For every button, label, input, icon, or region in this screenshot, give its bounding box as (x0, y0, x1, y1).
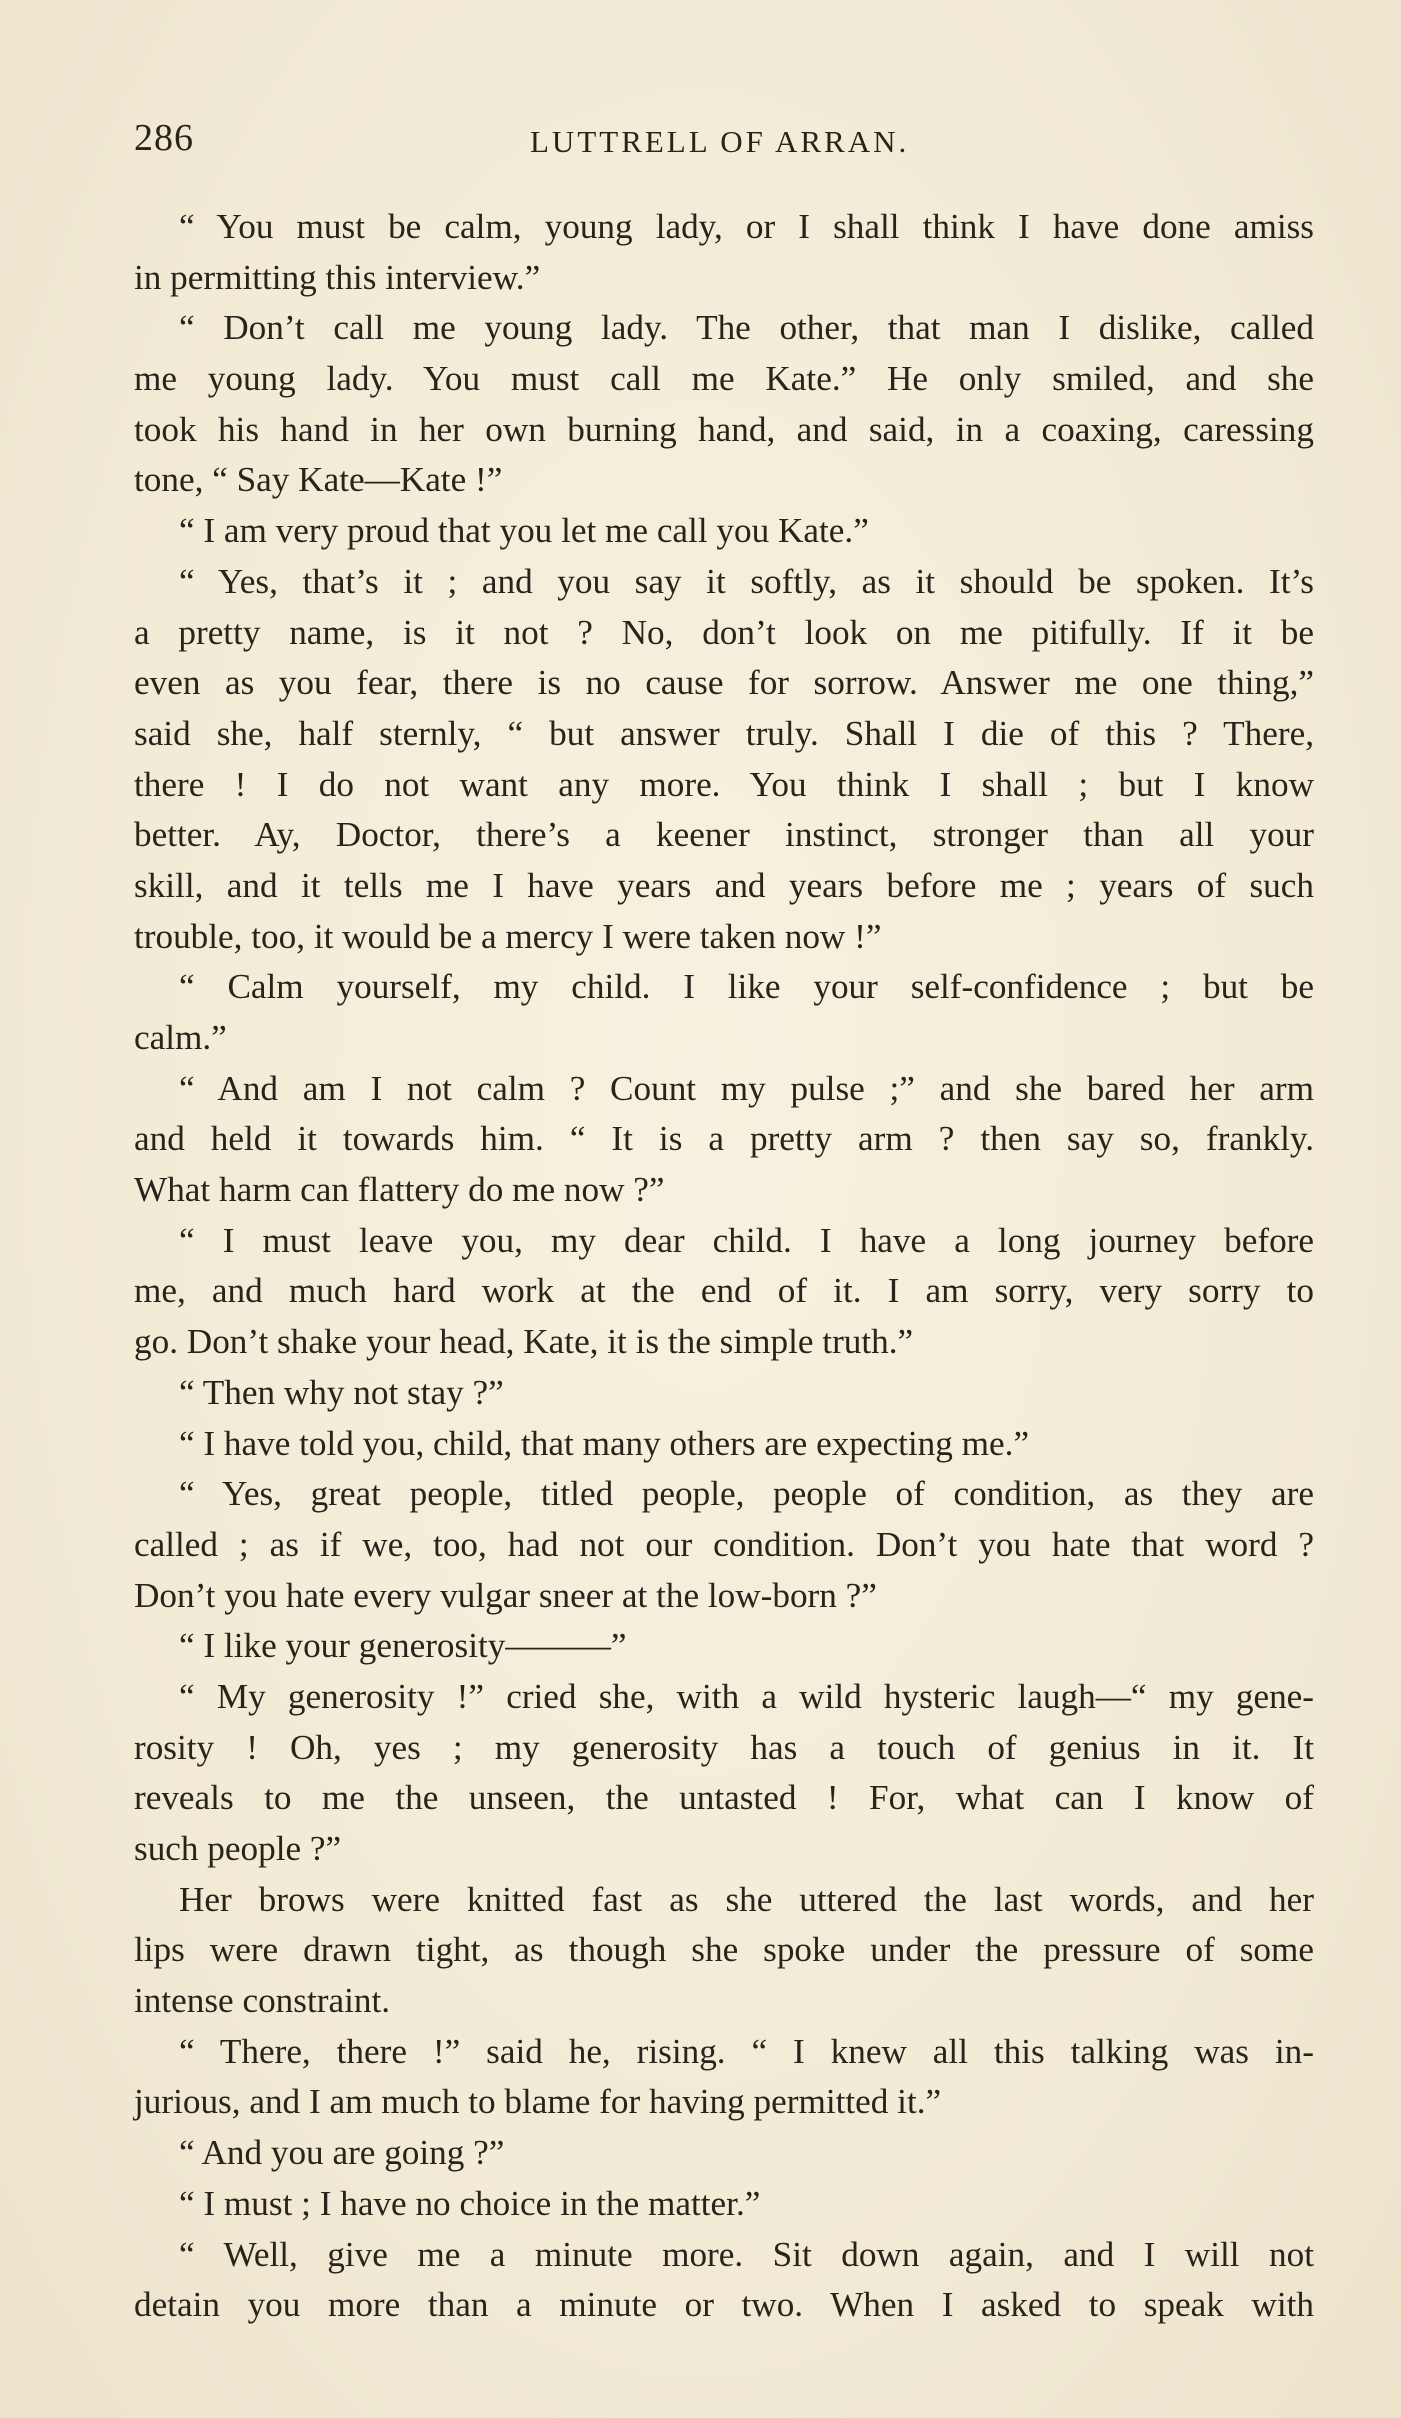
text-line: skill, and it tells me I have years and years before me ; years of such (134, 865, 1314, 905)
text-line: “ Yes, that’s it ; and you say it softly, as it should be spoken. It’s (179, 561, 1314, 601)
running-title: LUTTRELL OF ARRAN. (530, 124, 910, 159)
text-line: Her brows were knitted fast as she uttered the last words, and her (179, 1879, 1314, 1919)
body-text (134, 202, 1314, 2331)
text-line: trouble, too, it would be a mercy I were taken now !” (134, 916, 882, 956)
text-line: “ And am I not calm ? Count my pulse ;” and she bared her arm (179, 1068, 1314, 1108)
text-line: reveals to me the unseen, the untasted ! For, what can I know of (134, 1778, 1314, 1818)
text-line: “ My generosity !” cried she, with a wild hysteric laugh—“ my gene- (179, 1676, 1314, 1716)
text-line: jurious, and I am much to blame for having permitted it.” (134, 2082, 942, 2122)
text-line: calm.” (134, 1018, 227, 1057)
text-line: in permitting this interview.” (134, 257, 541, 297)
text-line: What harm can flattery do me now ?” (134, 1170, 665, 1210)
text-line: me young lady. You must call me Kate.” He only smiled, and she (134, 359, 1314, 399)
text-line: “ You must be calm, young lady, or I shall think I have done amiss (179, 207, 1314, 246)
text-line: “ And you are going ?” (179, 2133, 505, 2173)
text-line: “ I must ; I have no choice in the matter.” (179, 2183, 761, 2223)
text-line: detain you more than a minute or two. When I asked to speak with (134, 2285, 1314, 2325)
text-line: lips were drawn tight, as though she spoke under the pressure of some (134, 1930, 1314, 1970)
text-line: “ I have told you, child, that many others are expecting me.” (179, 1423, 1030, 1463)
text-line: said she, half sternly, “ but answer truly. Shall I die of this ? There, (134, 713, 1314, 753)
text-line: “ Don’t call me young lady. The other, that man I dislike, called (179, 308, 1314, 348)
text-line: a pretty name, is it not ? No, don’t look on me pitifully. If it be (134, 612, 1314, 652)
text-line: intense constraint. (134, 1981, 391, 2021)
text-line: me, and much hard work at the end of it. I am sorry, very sorry to (134, 1271, 1314, 1311)
text-line: better. Ay, Doctor, there’s a keener instinct, stronger than all your (134, 815, 1314, 855)
text-line: go. Don’t shake your head, Kate, it is the simple truth.” (134, 1322, 914, 1362)
text-line: took his hand in her own burning hand, and said, in a coaxing, caressing (134, 409, 1314, 449)
text-line: “ Well, give me a minute more. Sit down again, and I will not (179, 2234, 1314, 2274)
text-line: called ; as if we, too, had not our condition. Don’t you hate that word ? (134, 1524, 1314, 1564)
text-line: tone, “ Say Kate—Kate !” (134, 460, 503, 500)
text-line: “ I am very proud that you let me call you Kate.” (179, 511, 869, 551)
text-line: rosity ! Oh, yes ; my generosity has a touch of genius in it. It (134, 1727, 1314, 1767)
text-line: “ There, there !” said he, rising. “ I knew all this talking was in- (179, 2031, 1314, 2071)
page-number: 286 (134, 117, 194, 159)
text-line: and held it towards him. “ It is a pretty arm ? then say so, frankly. (134, 1119, 1314, 1159)
page-header (134, 116, 1314, 176)
text-line: “ I must leave you, my dear child. I have a long journey before (179, 1220, 1314, 1260)
text-line: there ! I do not want any more. You think I shall ; but I know (134, 764, 1314, 804)
text-line: “ Then why not stay ?” (179, 1372, 504, 1412)
text-line: “ Calm yourself, my child. I like your self-confidence ; but be (179, 967, 1314, 1007)
text-line: “ Yes, great people, titled people, people of condition, as they are (179, 1474, 1314, 1514)
text-line: “ I like your generosity———” (179, 1626, 627, 1666)
text-line: such people ?” (134, 1829, 342, 1868)
text-line: even as you fear, there is no cause for sorrow. Answer me one thing,” (134, 663, 1314, 703)
text-line: Don’t you hate every vulgar sneer at the low-born ?” (134, 1575, 877, 1615)
